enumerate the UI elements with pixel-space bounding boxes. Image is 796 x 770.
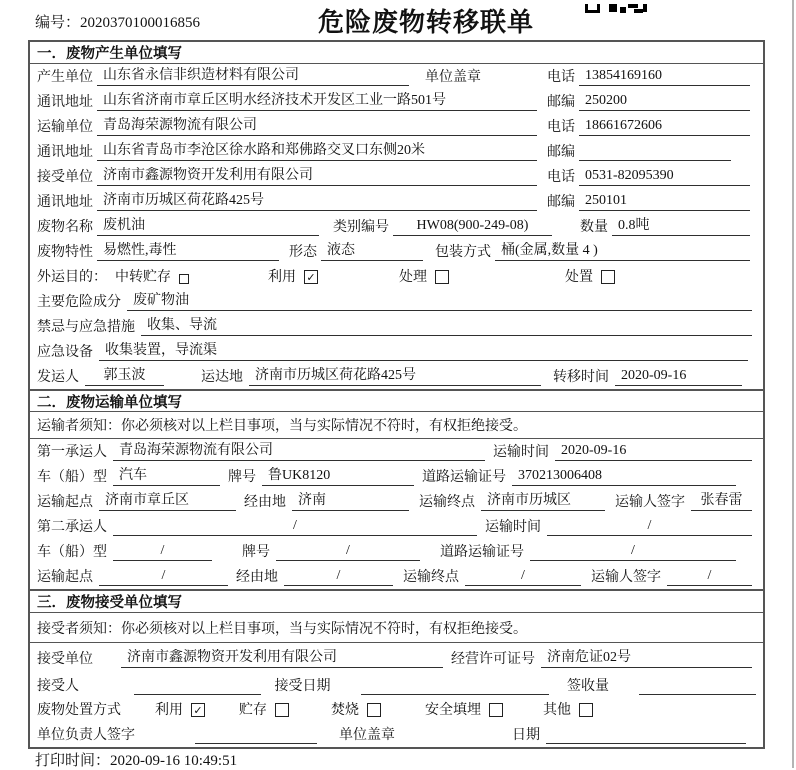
plate1-label: 牌号	[228, 470, 256, 485]
packing-value: 桶(金属,数量 4 )	[495, 242, 750, 261]
end1-value: 济南市历城区	[481, 492, 605, 511]
checkbox-disposal-use[interactable]: ✓	[191, 703, 205, 717]
section3-header: 三．废物接受单位填写	[30, 589, 763, 613]
transfer-time-value: 2020-09-16	[615, 367, 742, 386]
zip3-label: 邮编	[547, 195, 575, 210]
page-title: 危险废物转移联单	[318, 8, 535, 37]
dest-value: 济南市历城区荷花路425号	[249, 367, 541, 386]
producer-label: 产生单位	[37, 70, 93, 85]
form-value: 液态	[321, 242, 423, 261]
category-value: HW08(900-249-08)	[393, 217, 552, 236]
quantity-value: 0.8吨	[612, 217, 750, 236]
zip2-label: 邮编	[547, 145, 575, 160]
taboo-value: 收集、导流	[141, 317, 752, 336]
receive-unit-value: 济南市鑫源物资开发利用有限公司	[121, 649, 443, 668]
carrier1-label: 第一承运人	[37, 445, 107, 460]
transporter-value: 青岛海荣源物流有限公司	[97, 117, 537, 136]
receive-unit-label: 接受单位	[37, 652, 93, 667]
time1-label: 运输时间	[493, 445, 549, 460]
zip1-label: 邮编	[547, 95, 575, 110]
serial-label: 编号：	[35, 15, 81, 31]
disposal-row	[30, 698, 763, 722]
signed-amount-value	[639, 676, 756, 695]
via1-label: 经由地	[244, 495, 286, 510]
date2-label: 日期	[512, 728, 540, 743]
category-label: 类别编号	[333, 220, 389, 235]
phone2-label: 电话	[547, 120, 575, 135]
via2-value: /	[284, 567, 393, 586]
carrier2-label: 第二承运人	[37, 520, 107, 535]
phone3-value: 0531-82095390	[579, 167, 750, 186]
checkbox-disposal-landfill[interactable]	[489, 703, 503, 717]
checkbox-disposal-store[interactable]	[275, 703, 289, 717]
vehicle1-value: 汽车	[113, 467, 220, 486]
property-label: 废物特性	[37, 245, 93, 260]
print-time-line	[35, 749, 237, 770]
receive-date-label: 接受日期	[274, 679, 331, 694]
purpose-option-treat-label: 处理	[399, 270, 427, 285]
addr3-label: 通讯地址	[37, 195, 93, 210]
via2-label: 经由地	[236, 570, 278, 585]
producer-value: 山东省永信非织造材料有限公司	[97, 67, 409, 86]
shipper-row	[30, 364, 763, 389]
section1-header: 一．废物产生单位填写	[30, 42, 763, 64]
license1-label: 道路运输证号	[422, 470, 506, 485]
serial-value: 2020370100016856	[80, 15, 201, 31]
phone3-label: 电话	[547, 170, 575, 185]
recipient-value	[134, 676, 261, 695]
addr2-value: 山东省青岛市李沧区徐水路和郑佛路交叉口东侧20米	[97, 142, 537, 161]
sign2-value: /	[667, 567, 752, 586]
packing-label: 包装方式	[435, 245, 491, 260]
license1-value: 370213006408	[512, 467, 736, 486]
phone2-value: 18661672606	[579, 117, 750, 136]
phone1-value: 13854169160	[579, 67, 750, 86]
quantity-label: 数量	[580, 220, 608, 235]
zip2-value	[579, 142, 731, 161]
unit-seal-label: 单位盖章	[425, 70, 481, 85]
origin2-label: 运输起点	[37, 570, 93, 585]
producer-row	[30, 64, 763, 89]
purpose-label: 外运目的：	[37, 270, 107, 285]
transport-notice: 运输者须知：你必须核对以上栏目事项，当与实际情况不符时，有权拒绝接受。	[30, 412, 763, 439]
zip1-value: 250200	[579, 92, 750, 111]
form-label: 形态	[289, 245, 317, 260]
addr2-label: 通讯地址	[37, 145, 93, 160]
taboo-row	[30, 314, 763, 339]
purpose-option-dispose-label: 处置	[565, 270, 593, 285]
date2-value	[546, 725, 746, 744]
dest-label: 运达地	[201, 370, 243, 385]
origin1-value: 济南市章丘区	[99, 492, 236, 511]
shipper-value: 郭玉波	[85, 367, 164, 386]
vehicle2-label: 车（船）型	[37, 545, 107, 560]
vehicle2-value: /	[113, 542, 212, 561]
carrier2-value: /	[113, 517, 477, 536]
head-sign-label: 单位负责人签字	[37, 728, 135, 743]
route1-row	[30, 489, 763, 514]
sign1-label: 运输人签字	[615, 495, 685, 510]
checkbox-purpose-dispose[interactable]	[601, 270, 615, 284]
qr-code-fragment	[585, 0, 647, 18]
transporter-label: 运输单位	[37, 120, 93, 135]
zip3-value: 250101	[579, 192, 750, 211]
plate2-value: /	[276, 542, 420, 561]
producer-address-row	[30, 89, 763, 114]
shipper-label: 发运人	[37, 370, 79, 385]
plate2-label: 牌号	[242, 545, 270, 560]
disposal-label: 废物处置方式	[37, 703, 121, 718]
transporter-address-row	[30, 139, 763, 164]
transfer-time-label: 转移时间	[553, 370, 609, 385]
receiver-label: 接受单位	[37, 170, 93, 185]
phone1-label: 电话	[547, 70, 575, 85]
receive-unit-row	[30, 643, 763, 671]
disposal-option-landfill-label: 安全填埋	[425, 703, 481, 718]
disposal-option-use-label: 利用	[155, 703, 183, 718]
addr1-label: 通讯地址	[37, 95, 93, 110]
time2-label: 运输时间	[485, 520, 541, 535]
waste-name-row	[30, 214, 763, 239]
time2-value: /	[547, 517, 752, 536]
purpose-option-use-label: 利用	[268, 270, 296, 285]
end2-label: 运输终点	[403, 570, 459, 585]
checkbox-purpose-storage[interactable]	[179, 274, 189, 284]
via1-value: 济南	[292, 492, 409, 511]
recipient-row	[30, 671, 763, 698]
page-right-edge	[792, 0, 794, 768]
purpose-option-storage-label: 中转贮存	[115, 270, 171, 285]
receiver-value: 济南市鑫源物资开发利用有限公司	[97, 167, 537, 186]
checkbox-purpose-treat[interactable]	[435, 270, 449, 284]
waste-name-label: 废物名称	[37, 220, 93, 235]
checkbox-disposal-other[interactable]	[579, 703, 593, 717]
equipment-value: 收集装置，导流渠	[99, 342, 748, 361]
hazard-label: 主要危险成分	[37, 295, 121, 310]
print-time-label: 打印时间：	[35, 753, 111, 769]
vehicle2-row	[30, 539, 763, 564]
disposal-option-store-label: 贮存	[239, 703, 267, 718]
disposal-option-other-label: 其他	[543, 703, 571, 718]
permit-value: 济南危证02号	[541, 649, 752, 668]
print-time-value: 2020-09-16 10:49:51	[110, 753, 238, 769]
carrier2-row	[30, 514, 763, 539]
signed-amount-label: 签收量	[567, 679, 610, 694]
waste-property-row	[30, 239, 763, 264]
transporter-row	[30, 114, 763, 139]
hazard-value: 废矿物油	[127, 292, 752, 311]
receiver-seal-label: 单位盖章	[339, 728, 395, 743]
transfer-manifest-form	[28, 40, 765, 749]
equipment-label: 应急设备	[37, 345, 93, 360]
origin1-label: 运输起点	[37, 495, 93, 510]
hazard-row	[30, 289, 763, 314]
carrier1-value: 青岛海荣源物流有限公司	[113, 442, 485, 461]
permit-label: 经营许可证号	[451, 652, 535, 667]
receive-date-value	[361, 676, 550, 695]
plate1-value: 鲁UK8120	[262, 467, 414, 486]
receiver-row	[30, 164, 763, 189]
checkbox-purpose-use[interactable]: ✓	[304, 270, 318, 284]
vehicle1-row	[30, 464, 763, 489]
route2-row	[30, 564, 763, 589]
property-value: 易燃性,毒性	[97, 242, 279, 261]
end2-value: /	[465, 567, 581, 586]
sign2-label: 运输人签字	[591, 570, 661, 585]
addr3-value: 济南市历城区荷花路425号	[97, 192, 537, 211]
purpose-row	[30, 264, 763, 289]
time1-value: 2020-09-16	[555, 442, 752, 461]
sign1-value: 张春雷	[691, 492, 752, 511]
addr1-value: 山东省济南市章丘区明水经济技术开发区工业一路501号	[97, 92, 537, 111]
carrier1-row	[30, 439, 763, 464]
vehicle1-label: 车（船）型	[37, 470, 107, 485]
waste-name-value: 废机油	[97, 217, 319, 236]
checkbox-disposal-incinerate[interactable]	[367, 703, 381, 717]
section2-header: 二．废物运输单位填写	[30, 389, 763, 412]
receiver-address-row	[30, 189, 763, 214]
recipient-label: 接受人	[37, 679, 79, 694]
head-sign-value	[195, 725, 317, 744]
license2-label: 道路运输证号	[440, 545, 524, 560]
license2-value: /	[530, 542, 736, 561]
origin2-value: /	[99, 567, 228, 586]
disposal-option-incinerate-label: 焚烧	[331, 703, 359, 718]
end1-label: 运输终点	[419, 495, 475, 510]
head-sign-row	[30, 722, 763, 747]
equipment-row	[30, 339, 763, 364]
taboo-label: 禁忌与应急措施	[37, 320, 135, 335]
serial-number-line	[35, 11, 200, 32]
receive-notice: 接受者须知：你必须核对以上栏目事项，当与实际情况不符时，有权拒绝接受。	[30, 613, 763, 643]
